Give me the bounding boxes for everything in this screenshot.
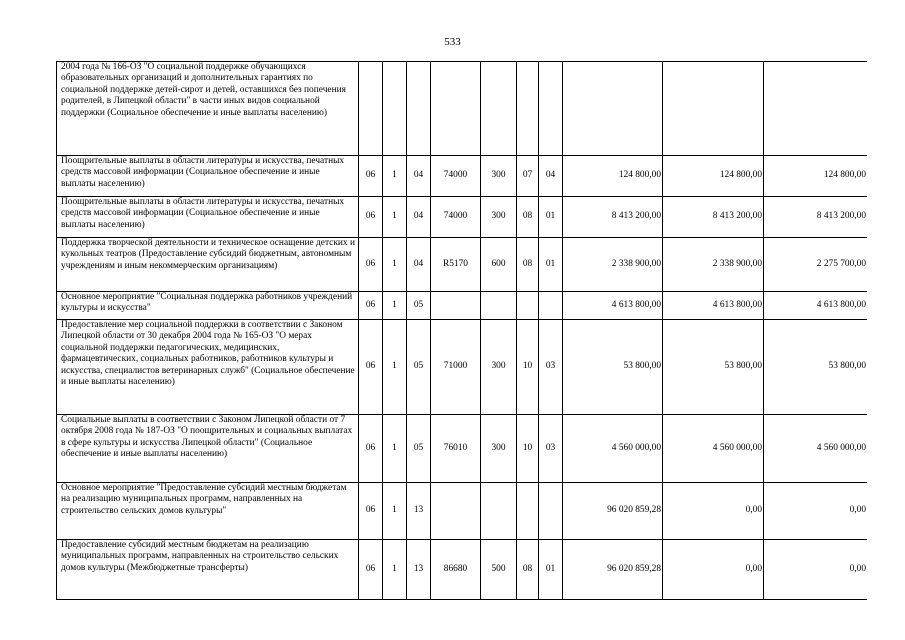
table-body [57, 62, 868, 600]
code-division: 10 [517, 415, 539, 483]
code-event: 04 [407, 156, 431, 197]
code-division: 10 [517, 320, 539, 415]
code-subdivision: 01 [539, 540, 563, 600]
code-division [517, 483, 539, 540]
code-expense-type: 500 [481, 540, 517, 600]
code-section [359, 62, 383, 156]
amount-year-2: 53 800,00 [663, 320, 764, 415]
code-subprogram: 1 [383, 238, 407, 292]
code-subdivision: 03 [539, 320, 563, 415]
amount-year-1: 124 800,00 [563, 156, 663, 197]
amount-year-2: 124 800,00 [663, 156, 764, 197]
amount-year-1 [563, 62, 663, 156]
amount-year-2: 4 613 800,00 [663, 292, 764, 320]
code-division: 08 [517, 540, 539, 600]
amount-year-3: 4 613 800,00 [764, 292, 868, 320]
code-event: 05 [407, 292, 431, 320]
amount-year-1: 4 560 000,00 [563, 415, 663, 483]
amount-year-2 [663, 62, 764, 156]
row-description: Поддержка творческой деятельности и техническое оснащение детских и кукольных театров (Предоставление субсидий бюджетным, автономным учреждениям и иным некоммерческим организациям) [57, 238, 359, 292]
code-expense-type [481, 292, 517, 320]
amount-year-2: 0,00 [663, 483, 764, 540]
code-event: 13 [407, 483, 431, 540]
table-row [57, 540, 868, 600]
code-direction [431, 483, 481, 540]
row-description: Поощрительные выплаты в области литературы и искусства, печатных средств массовой информации (Социальное обеспечение и иные выплаты населению) [57, 197, 359, 238]
code-section: 06 [359, 156, 383, 197]
code-event: 13 [407, 540, 431, 600]
amount-year-3: 53 800,00 [764, 320, 868, 415]
code-division: 08 [517, 238, 539, 292]
row-description: Основное мероприятие "Предоставление субсидий местным бюджетам на реализацию муниципальных программ, направленных на строительство сельских домов культуры" [57, 483, 359, 540]
table-row [57, 483, 868, 540]
code-subdivision: 01 [539, 238, 563, 292]
code-subdivision [539, 292, 563, 320]
code-section: 06 [359, 415, 383, 483]
code-subdivision: 04 [539, 156, 563, 197]
table-row [57, 197, 868, 238]
code-section: 06 [359, 320, 383, 415]
code-event: 04 [407, 197, 431, 238]
amount-year-3 [764, 62, 868, 156]
row-description: Поощрительные выплаты в области литературы и искусства, печатных средств массовой информации (Социальное обеспечение и иные выплаты населению) [57, 156, 359, 197]
amount-year-3: 4 560 000,00 [764, 415, 868, 483]
code-division [517, 62, 539, 156]
code-section: 06 [359, 197, 383, 238]
code-subprogram: 1 [383, 540, 407, 600]
amount-year-3: 0,00 [764, 540, 868, 600]
code-event: 05 [407, 415, 431, 483]
code-subprogram: 1 [383, 197, 407, 238]
code-direction [431, 292, 481, 320]
code-section: 06 [359, 292, 383, 320]
code-subdivision: 01 [539, 197, 563, 238]
amount-year-3: 0,00 [764, 483, 868, 540]
table-row [57, 156, 868, 197]
code-direction: 71000 [431, 320, 481, 415]
table-row [57, 320, 868, 415]
row-description: 2004 года № 166-ОЗ "О социальной поддержке обучающихся образовательных организаций и дополнительных гарантиях по социальной поддержке детей-сирот и детей, оставшихся без попечения родителей, в Липецкой области" в части иных видов социальной поддержки (Социальное обеспечение и иные выплаты населению) [57, 62, 359, 156]
row-description: Предоставление субсидий местным бюджетам на реализацию муниципальных программ, направленных на строительство сельских домов культуры (Межбюджетные трансферты) [57, 540, 359, 600]
code-subprogram [383, 62, 407, 156]
code-section: 06 [359, 238, 383, 292]
code-section: 06 [359, 483, 383, 540]
code-subdivision: 03 [539, 415, 563, 483]
amount-year-1: 53 800,00 [563, 320, 663, 415]
amount-year-2: 2 338 900,00 [663, 238, 764, 292]
code-division: 07 [517, 156, 539, 197]
table-row [57, 415, 868, 483]
code-direction: 74000 [431, 156, 481, 197]
amount-year-2: 8 413 200,00 [663, 197, 764, 238]
code-subdivision [539, 483, 563, 540]
amount-year-2: 4 560 000,00 [663, 415, 764, 483]
row-description: Социальные выплаты в соответствии с Законом Липецкой области от 7 октября 2008 года № 187-ОЗ "О поощрительных и социальных выплатах в сфере культуры и искусства Липецкой области" (Социальное обеспечение и иные выплаты населению) [57, 415, 359, 483]
amount-year-3: 2 275 700,00 [764, 238, 868, 292]
code-direction: 74000 [431, 197, 481, 238]
row-description: Основное мероприятие "Социальная поддержка работников учреждений культуры и искусства" [57, 292, 359, 320]
code-section: 06 [359, 540, 383, 600]
code-direction: 86680 [431, 540, 481, 600]
table-row [57, 292, 868, 320]
row-description: Предоставление мер социальной поддержки в соответствии с Законом Липецкой области от 30 декабря 2004 года № 165-ОЗ "О мерах социальной поддержки педагогических, медицинских, фармацевтических, социальных работников, работников культуры и искусства, специалистов ветеринарных служб" (Социальное обеспечение и иные выплаты населению) [57, 320, 359, 415]
table-row [57, 62, 868, 156]
budget-table-container [56, 61, 867, 640]
amount-year-1: 96 020 859,28 [563, 483, 663, 540]
code-subprogram: 1 [383, 483, 407, 540]
code-expense-type: 300 [481, 197, 517, 238]
code-subdivision [539, 62, 563, 156]
code-expense-type: 300 [481, 320, 517, 415]
code-expense-type [481, 483, 517, 540]
code-event [407, 62, 431, 156]
amount-year-1: 96 020 859,28 [563, 540, 663, 600]
amount-year-1: 4 613 800,00 [563, 292, 663, 320]
budget-table [56, 61, 867, 600]
table-row [57, 238, 868, 292]
code-subprogram: 1 [383, 156, 407, 197]
code-subprogram: 1 [383, 292, 407, 320]
code-expense-type [481, 62, 517, 156]
code-direction: 76010 [431, 415, 481, 483]
code-expense-type: 600 [481, 238, 517, 292]
code-expense-type: 300 [481, 415, 517, 483]
code-event: 05 [407, 320, 431, 415]
amount-year-3: 8 413 200,00 [764, 197, 868, 238]
code-subprogram: 1 [383, 415, 407, 483]
code-event: 04 [407, 238, 431, 292]
code-division [517, 292, 539, 320]
page-number: 533 [444, 36, 461, 48]
code-direction [431, 62, 481, 156]
amount-year-3: 124 800,00 [764, 156, 868, 197]
code-expense-type: 300 [481, 156, 517, 197]
code-division: 08 [517, 197, 539, 238]
amount-year-1: 2 338 900,00 [563, 238, 663, 292]
amount-year-2: 0,00 [663, 540, 764, 600]
code-direction: R5170 [431, 238, 481, 292]
amount-year-1: 8 413 200,00 [563, 197, 663, 238]
code-subprogram: 1 [383, 320, 407, 415]
